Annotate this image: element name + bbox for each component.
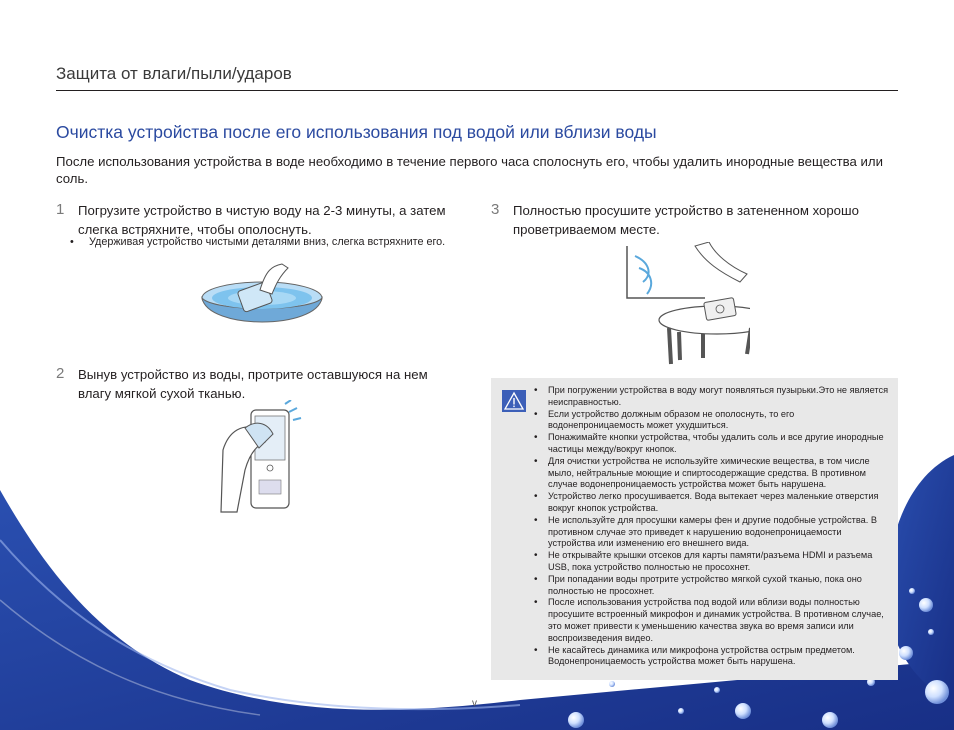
step-1-text: Погрузите устройство в чистую воду на 2-3 минуты, а затем слегка встряхните, чтобы ополоснуть. (78, 203, 446, 237)
step-2-text: Вынув устройство из воды, протрите оставшуюся на нем влагу мягкой сухой тканью. (78, 367, 428, 401)
warning-item: • При попадании воды протрите устройство мягкой сухой тканью, пока оно полностью не просохнет. (531, 574, 891, 598)
step-3-text: Полностью просушите устройство в затененном хорошо проветриваемом месте. (513, 203, 859, 237)
warning-item: • Если устройство должным образом не ополоснуть, то его водонепроницаемость может ухудшиться. (531, 409, 891, 433)
drying-table-illustration (625, 242, 750, 367)
warning-item: • Не используйте для просушки камеры фен и другие подобные устройства. В противном случае это приведет к нарушению водонепроницаемости устройства или изменению его внешнего вида. (531, 515, 891, 550)
warning-triangle-icon (502, 390, 526, 412)
warning-item: • При погружении устройства в воду могут появляться пузырьки.Это не является неисправностью. (531, 385, 891, 409)
page-number: v (472, 698, 477, 709)
step-3-number: 3 (491, 201, 500, 218)
warning-item: • Не открывайте крышки отсеков для карты памяти/разъема HDMI и разъема USB, пока устройство полностью не просохнет. (531, 550, 891, 574)
warning-item: • После использования устройства под водой или вблизи воды полностью просушите встроенный микрофон и динамик устройства. В противном случае, это может привести к уменьшению качества звука во время записи или воспроизведения видео. (531, 597, 891, 644)
section-title: Защита от влаги/пыли/ударов (56, 64, 292, 83)
intro-paragraph: После использования устройства в воде необходимо в течение первого часа сполоснуть его, чтобы удалить инородные вещества или соль. (56, 154, 883, 186)
bullet-icon: • (70, 236, 74, 248)
section-divider (56, 90, 898, 91)
warning-item: • Понажимайте кнопки устройства, чтобы удалить соль и все другие инородные частицы между/вокруг кнопок. (531, 432, 891, 456)
warning-list (531, 385, 891, 668)
warning-item: • Для очистки устройства не используйте химические вещества, в том числе мыло, нейтральные моющие и спиртосодержащие средства. В противном случае водонепроницаемость устройства может быть нарушена. (531, 456, 891, 491)
warning-box (491, 378, 898, 680)
step-1-sub-bullet-text: Удерживая устройство чистыми деталями вниз, слегка встряхните его. (89, 236, 446, 248)
warning-item: • Устройство легко просушивается. Вода вытекает через маленькие отверстия вокруг кнопок устройства. (531, 491, 891, 515)
bowl-rinse-illustration (200, 260, 325, 340)
warning-item: • Не касайтесь динамика или микрофона устройства острым предметом. Водонепроницаемость устройства может быть нарушена. (531, 645, 891, 669)
step-2-number: 2 (56, 365, 65, 382)
step-1-sub-bullet (70, 236, 489, 249)
wipe-device-illustration (215, 400, 305, 515)
step-1-number: 1 (56, 201, 65, 218)
page-heading: Очистка устройства после его использования под водой или вблизи воды (56, 122, 657, 142)
